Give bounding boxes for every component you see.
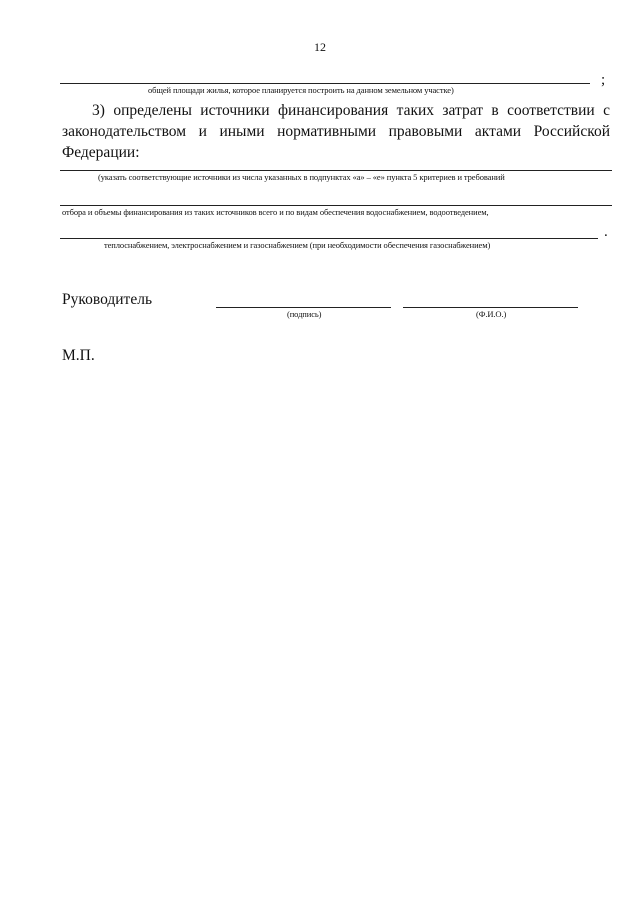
clause-3-paragraph xyxy=(62,100,610,163)
page-number: 12 xyxy=(314,40,326,54)
name-line xyxy=(403,307,578,308)
end-punct-sources: . xyxy=(604,224,608,240)
fill-line-sources-2 xyxy=(60,205,612,206)
end-punct-top: ; xyxy=(601,72,606,88)
signature-line xyxy=(216,307,391,308)
caption-sources-1: (указать соответствующие источники из числа указанных в подпунктах «а» – «е» пункта 5 критериев и требований xyxy=(98,172,505,182)
fill-line-top xyxy=(60,83,590,84)
stamp-label: М.П. xyxy=(62,347,95,364)
caption-sources-2: отбора и объемы финансирования из таких источников всего и по видам обеспечения водоснабжением, водоотведением, xyxy=(62,207,489,217)
clause-3-text: 3) определены источники финансирования таких затрат в соответствии с законодательством и иными нормативными правовыми актами Российской Федерации: xyxy=(62,102,610,161)
fill-line-sources-1 xyxy=(60,170,612,171)
caption-sources-3: теплоснабжением, электроснабжением и газоснабжением (при необходимости обеспечения газоснабжением) xyxy=(104,240,491,250)
caption-top: общей площади жилья, которое планируется построить на данном земельном участке) xyxy=(148,85,454,95)
fill-line-sources-3 xyxy=(60,238,598,239)
name-caption: (Ф.И.О.) xyxy=(476,309,507,319)
signature-caption: (подпись) xyxy=(287,309,322,319)
role-label: Руководитель xyxy=(62,291,153,308)
